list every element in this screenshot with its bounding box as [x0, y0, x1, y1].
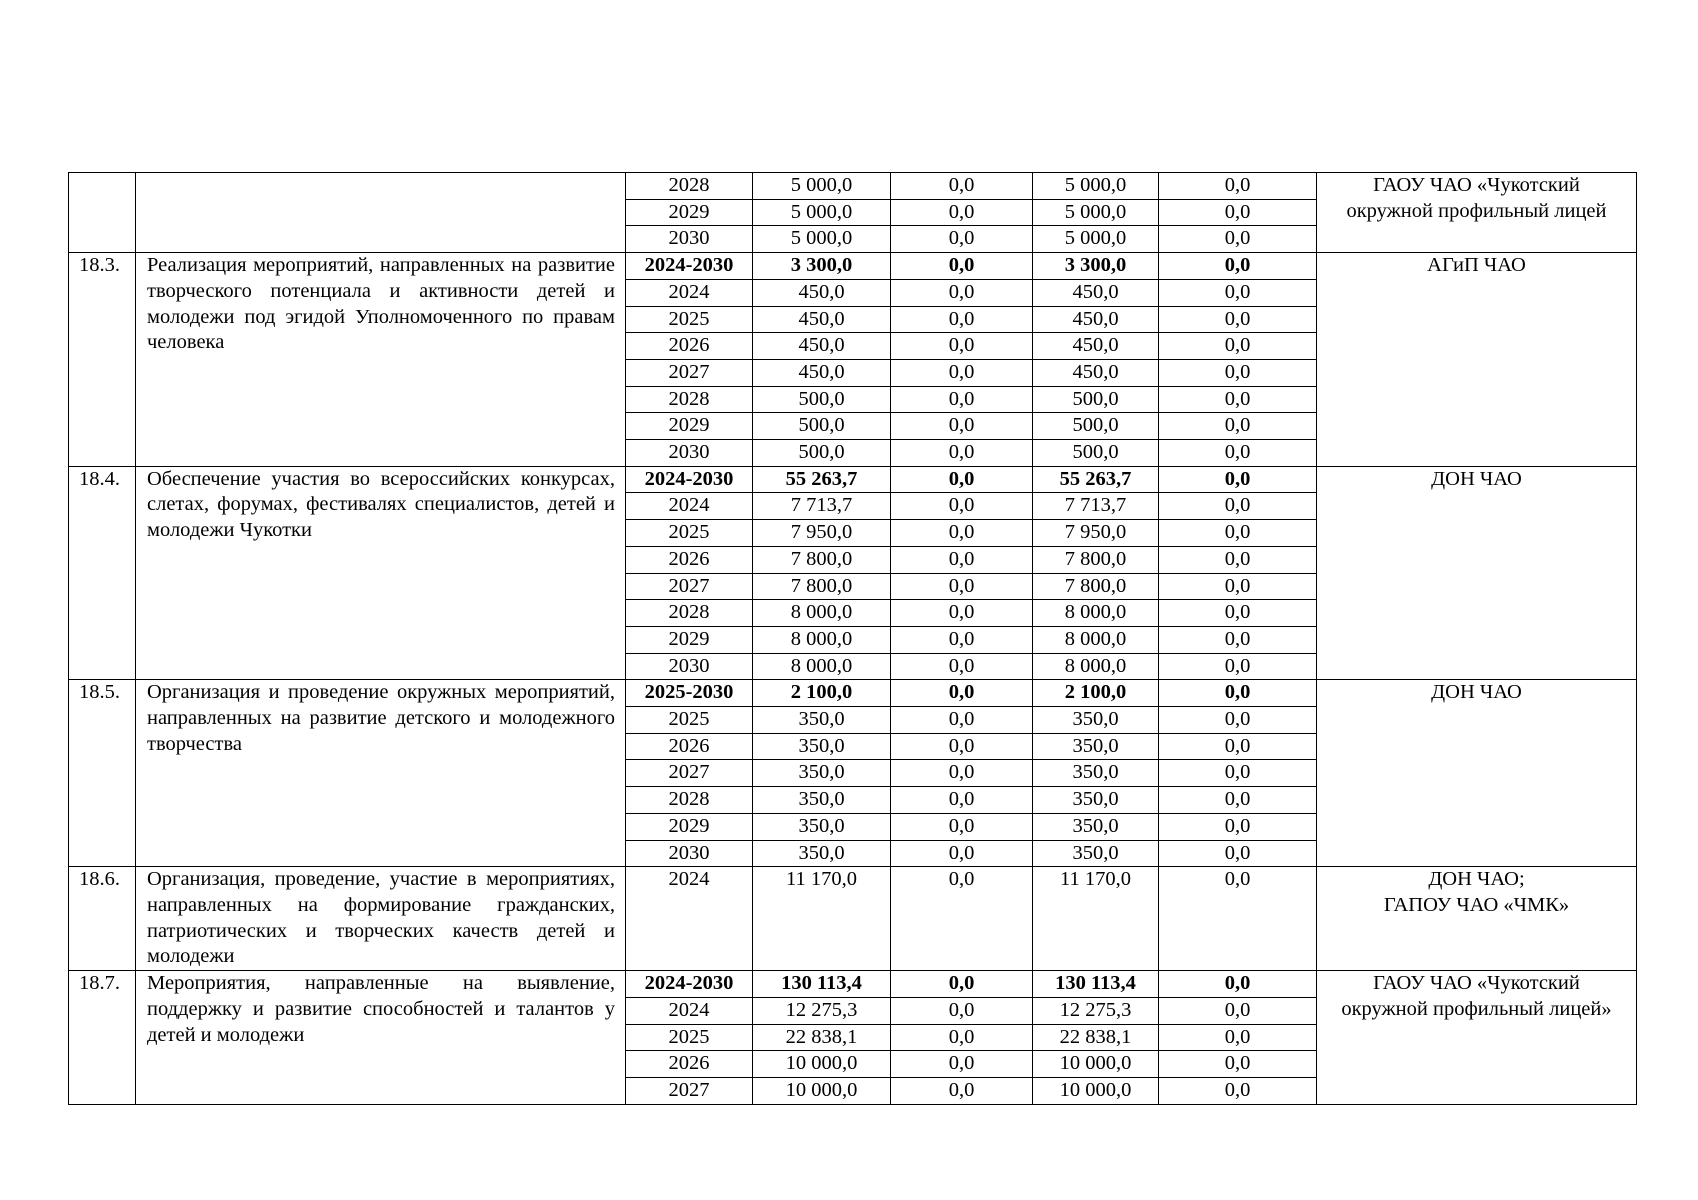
- funding-cell: 450,0: [1033, 359, 1159, 386]
- funding-cell: 0,0: [891, 733, 1033, 760]
- year-cell: 2024-2030: [626, 253, 753, 280]
- year-cell: 2025: [626, 1024, 753, 1051]
- year-cell: 2024: [626, 493, 753, 520]
- year-cell: 2024: [626, 867, 753, 971]
- responsible-executor: [1317, 253, 1637, 467]
- year-cell: 2029: [626, 413, 753, 440]
- total-cell: 22 838,1: [753, 1024, 891, 1051]
- total-cell: 3 300,0: [753, 253, 891, 280]
- total-cell: 10 000,0: [753, 1077, 891, 1104]
- funding-cell: 450,0: [1033, 279, 1159, 306]
- year-cell: 2030: [626, 840, 753, 867]
- total-cell: 450,0: [753, 359, 891, 386]
- funding-cell: 0,0: [1159, 253, 1317, 280]
- responsible-line: ГАОУ ЧАО «Чукотский: [1373, 972, 1580, 995]
- funding-cell: 0,0: [891, 867, 1033, 971]
- funding-cell: 0,0: [1159, 546, 1317, 573]
- funding-cell: 0,0: [891, 997, 1033, 1024]
- funding-cell: 0,0: [891, 306, 1033, 333]
- total-cell: 450,0: [753, 333, 891, 360]
- funding-cell: 0,0: [1159, 573, 1317, 600]
- funding-cell: 7 800,0: [1033, 573, 1159, 600]
- funding-cell: 0,0: [891, 971, 1033, 998]
- total-cell: 8 000,0: [753, 600, 891, 627]
- funding-cell: 0,0: [891, 466, 1033, 493]
- funding-cell: 0,0: [891, 520, 1033, 547]
- funding-cell: 0,0: [1159, 707, 1317, 734]
- total-cell: 11 170,0: [753, 867, 891, 971]
- total-cell: 350,0: [753, 840, 891, 867]
- total-cell: 5 000,0: [753, 226, 891, 253]
- responsible-executor: [1317, 680, 1637, 867]
- funding-cell: 7 713,7: [1033, 493, 1159, 520]
- table-row: [69, 867, 1637, 971]
- total-cell: 7 713,7: [753, 493, 891, 520]
- total-cell: 8 000,0: [753, 653, 891, 680]
- item-number: 18.5.: [69, 680, 136, 867]
- year-cell: 2027: [626, 760, 753, 787]
- responsible-executor: [1317, 971, 1637, 1105]
- year-cell: 2029: [626, 626, 753, 653]
- year-cell: 2030: [626, 440, 753, 467]
- year-cell: 2024: [626, 279, 753, 306]
- table-row: [69, 173, 1637, 200]
- funding-cell: 0,0: [1159, 840, 1317, 867]
- funding-cell: 0,0: [1159, 997, 1317, 1024]
- item-number: 18.4.: [69, 466, 136, 680]
- funding-cell: 0,0: [1159, 867, 1317, 971]
- funding-cell: 350,0: [1033, 733, 1159, 760]
- funding-cell: 0,0: [891, 707, 1033, 734]
- funding-cell: 5 000,0: [1033, 199, 1159, 226]
- funding-cell: 0,0: [1159, 680, 1317, 707]
- table-row: [69, 971, 1637, 998]
- item-description: Реализация мероприятий, направленных на развитие творческого потенциала и активности детей и молодежи под эгидой Уполномоченного по правам человека: [136, 253, 626, 467]
- total-cell: 450,0: [753, 279, 891, 306]
- funding-cell: 0,0: [891, 840, 1033, 867]
- year-cell: 2028: [626, 600, 753, 627]
- table-row: [69, 253, 1637, 280]
- total-cell: 130 113,4: [753, 971, 891, 998]
- total-cell: 8 000,0: [753, 626, 891, 653]
- funding-cell: 0,0: [891, 413, 1033, 440]
- total-cell: 7 800,0: [753, 573, 891, 600]
- funding-cell: 500,0: [1033, 413, 1159, 440]
- responsible-line: ДОН ЧАО: [1431, 467, 1522, 490]
- funding-cell: 55 263,7: [1033, 466, 1159, 493]
- total-cell: 350,0: [753, 760, 891, 787]
- funding-cell: 350,0: [1033, 813, 1159, 840]
- year-cell: 2028: [626, 386, 753, 413]
- funding-cell: 0,0: [1159, 440, 1317, 467]
- funding-cell: 350,0: [1033, 840, 1159, 867]
- responsible-line: окружной профильный лицей: [1346, 199, 1607, 222]
- funding-cell: 0,0: [891, 626, 1033, 653]
- funding-cell: 0,0: [891, 813, 1033, 840]
- total-cell: 5 000,0: [753, 199, 891, 226]
- year-cell: 2024: [626, 997, 753, 1024]
- funding-cell: 0,0: [891, 359, 1033, 386]
- year-cell: 2028: [626, 787, 753, 814]
- funding-cell: 350,0: [1033, 787, 1159, 814]
- item-description: Организация и проведение окружных мероприятий, направленных на развитие детского и молодежного творчества: [136, 680, 626, 867]
- year-cell: 2029: [626, 813, 753, 840]
- funding-cell: 8 000,0: [1033, 626, 1159, 653]
- responsible-line: окружной профильный лицей»: [1341, 997, 1612, 1020]
- funding-cell: 0,0: [891, 279, 1033, 306]
- total-cell: 350,0: [753, 733, 891, 760]
- year-cell: 2025: [626, 306, 753, 333]
- funding-cell: 0,0: [1159, 653, 1317, 680]
- responsible-line: ГАОУ ЧАО «Чукотский: [1373, 174, 1580, 196]
- table-row: [69, 680, 1637, 707]
- funding-cell: 0,0: [891, 760, 1033, 787]
- total-cell: 450,0: [753, 306, 891, 333]
- year-cell: 2027: [626, 1077, 753, 1104]
- funding-cell: 0,0: [1159, 466, 1317, 493]
- year-cell: 2025: [626, 520, 753, 547]
- year-cell: 2030: [626, 226, 753, 253]
- funding-cell: 130 113,4: [1033, 971, 1159, 998]
- funding-cell: 0,0: [891, 1077, 1033, 1104]
- funding-cell: 0,0: [1159, 413, 1317, 440]
- year-cell: 2028: [626, 173, 753, 200]
- funding-cell: 0,0: [1159, 1024, 1317, 1051]
- responsible-line: ГАПОУ ЧАО «ЧМК»: [1383, 893, 1570, 916]
- responsible-line: ДОН ЧАО: [1431, 681, 1522, 704]
- funding-cell: 12 275,3: [1033, 997, 1159, 1024]
- funding-cell: 0,0: [1159, 173, 1317, 200]
- total-cell: 10 000,0: [753, 1051, 891, 1078]
- funding-cell: 500,0: [1033, 386, 1159, 413]
- funding-cell: 7 950,0: [1033, 520, 1159, 547]
- funding-cell: 0,0: [891, 573, 1033, 600]
- funding-cell: 3 300,0: [1033, 253, 1159, 280]
- total-cell: 5 000,0: [753, 173, 891, 200]
- funding-cell: 8 000,0: [1033, 600, 1159, 627]
- total-cell: 350,0: [753, 813, 891, 840]
- funding-cell: 0,0: [891, 653, 1033, 680]
- funding-cell: 7 800,0: [1033, 546, 1159, 573]
- responsible-executor: [1317, 173, 1637, 253]
- table-row: [69, 466, 1637, 493]
- program-budget-table: [68, 172, 1637, 1105]
- funding-cell: 0,0: [891, 600, 1033, 627]
- item-number: 18.3.: [69, 253, 136, 467]
- funding-cell: 0,0: [1159, 199, 1317, 226]
- total-cell: 12 275,3: [753, 997, 891, 1024]
- funding-cell: 8 000,0: [1033, 653, 1159, 680]
- funding-cell: 0,0: [1159, 1051, 1317, 1078]
- funding-cell: 0,0: [1159, 600, 1317, 627]
- funding-cell: 10 000,0: [1033, 1051, 1159, 1078]
- item-description: Организация, проведение, участие в мероприятиях, направленных на формирование гражданских, патриотических и творческих качеств детей и молодежи: [136, 867, 626, 971]
- funding-cell: 0,0: [1159, 971, 1317, 998]
- responsible-line: ДОН ЧАО;: [1428, 868, 1525, 891]
- item-number: 18.7.: [69, 971, 136, 1105]
- funding-cell: 0,0: [891, 440, 1033, 467]
- year-cell: 2024-2030: [626, 971, 753, 998]
- funding-cell: 0,0: [891, 253, 1033, 280]
- funding-cell: 0,0: [891, 546, 1033, 573]
- year-cell: 2025-2030: [626, 680, 753, 707]
- total-cell: 55 263,7: [753, 466, 891, 493]
- funding-cell: 0,0: [1159, 386, 1317, 413]
- table-body: [69, 173, 1637, 1105]
- funding-cell: 0,0: [1159, 626, 1317, 653]
- funding-cell: 0,0: [891, 199, 1033, 226]
- year-cell: 2029: [626, 199, 753, 226]
- total-cell: 500,0: [753, 440, 891, 467]
- funding-cell: 350,0: [1033, 707, 1159, 734]
- funding-cell: 350,0: [1033, 760, 1159, 787]
- funding-cell: 0,0: [1159, 226, 1317, 253]
- year-cell: 2026: [626, 733, 753, 760]
- year-cell: 2026: [626, 1051, 753, 1078]
- funding-cell: 0,0: [891, 226, 1033, 253]
- year-cell: 2025: [626, 707, 753, 734]
- funding-cell: 0,0: [891, 333, 1033, 360]
- funding-cell: 500,0: [1033, 440, 1159, 467]
- funding-cell: 0,0: [1159, 333, 1317, 360]
- funding-cell: 11 170,0: [1033, 867, 1159, 971]
- funding-cell: 0,0: [1159, 813, 1317, 840]
- total-cell: 500,0: [753, 386, 891, 413]
- funding-cell: 22 838,1: [1033, 1024, 1159, 1051]
- total-cell: 7 950,0: [753, 520, 891, 547]
- funding-cell: 0,0: [891, 1051, 1033, 1078]
- funding-cell: 10 000,0: [1033, 1077, 1159, 1104]
- item-description: [136, 173, 626, 253]
- responsible-executor: [1317, 466, 1637, 680]
- item-description: Обеспечение участия во всероссийских конкурсах, слетах, форумах, фестивалях специалистов, детей и молодежи Чукотки: [136, 466, 626, 680]
- total-cell: 7 800,0: [753, 546, 891, 573]
- funding-cell: 0,0: [891, 493, 1033, 520]
- funding-cell: 0,0: [1159, 306, 1317, 333]
- funding-cell: 0,0: [1159, 279, 1317, 306]
- responsible-line: АГиП ЧАО: [1427, 254, 1526, 277]
- total-cell: 350,0: [753, 707, 891, 734]
- funding-cell: 5 000,0: [1033, 173, 1159, 200]
- funding-cell: 0,0: [891, 386, 1033, 413]
- funding-cell: 0,0: [891, 1024, 1033, 1051]
- funding-cell: 0,0: [891, 787, 1033, 814]
- funding-cell: 5 000,0: [1033, 226, 1159, 253]
- year-cell: 2026: [626, 333, 753, 360]
- year-cell: 2026: [626, 546, 753, 573]
- funding-cell: 0,0: [1159, 493, 1317, 520]
- item-description: Мероприятия, направленные на выявление, поддержку и развитие способностей и талантов у детей и молодежи: [136, 971, 626, 1105]
- total-cell: 500,0: [753, 413, 891, 440]
- funding-cell: 0,0: [891, 680, 1033, 707]
- responsible-executor: [1317, 867, 1637, 971]
- funding-cell: 0,0: [1159, 760, 1317, 787]
- item-number: [69, 173, 136, 253]
- funding-cell: 0,0: [1159, 787, 1317, 814]
- funding-cell: 0,0: [1159, 733, 1317, 760]
- total-cell: 2 100,0: [753, 680, 891, 707]
- total-cell: 350,0: [753, 787, 891, 814]
- funding-cell: 0,0: [891, 173, 1033, 200]
- funding-cell: 0,0: [1159, 520, 1317, 547]
- funding-cell: 0,0: [1159, 1077, 1317, 1104]
- year-cell: 2027: [626, 573, 753, 600]
- year-cell: 2030: [626, 653, 753, 680]
- funding-cell: 2 100,0: [1033, 680, 1159, 707]
- funding-cell: 450,0: [1033, 306, 1159, 333]
- year-cell: 2027: [626, 359, 753, 386]
- funding-cell: 450,0: [1033, 333, 1159, 360]
- item-number: 18.6.: [69, 867, 136, 971]
- funding-cell: 0,0: [1159, 359, 1317, 386]
- year-cell: 2024-2030: [626, 466, 753, 493]
